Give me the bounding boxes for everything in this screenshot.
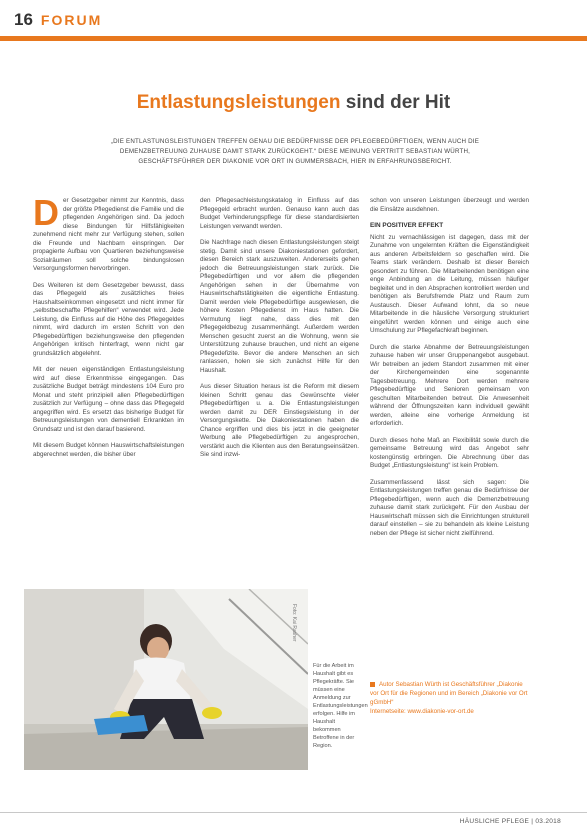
- author-website[interactable]: Internetseite: www.diakonie-vor-ort.de: [370, 708, 474, 715]
- photo-credit: Foto: Kai Rasher: [291, 604, 297, 642]
- article-column-3: [370, 197, 529, 546]
- paragraph: den Pflegesachleistungskatalog in Einfluss auf das Pflegegeld erbracht wurden. Genauso kann auch das Budget Verhinderungspflege für diese standardisierten Leistungen verwandt werden.: [200, 197, 359, 230]
- page-number: 16: [14, 10, 33, 29]
- article-intro: „DIE ENTLASTUNGSLEISTUNGEN TREFFEN GENAU DIE BEDÜRFNISSE DER PFLEGEBEDÜRFTIGEN, WENN AUCH DIE DEMENZBETREUUNG ZUHAUSE DAMIT STARK ZURÜCKGEHT.“ DIESE MEINUNG VERTRITT SEBASTIAN WÜRTH, GESCHÄFTSFÜHRER DER DIAKONIE VOR ORT IN GUMMERSBACH, HIER IN ERFAHRUNGSBERICHT.: [110, 138, 480, 165]
- paragraph: Des Weiteren ist dem Gesetzgeber bewusst, dass das Pflegegeld als zusätzliches freies Haushaltseinkommen eingesetzt und nicht immer für „selbstbeschaffte Pflegehilfen“ verwendet wird. Jede Leistung, die Einfluss auf die Höhe des Pflegegeldes nimmt, wird dadurch im ersten Schritt von den Pflegebedürftigen beziehungsweise den pflegenden Angehörigen kritisch hinterfragt, wenn nicht gar grundsätzlich abgelehnt.: [33, 281, 184, 357]
- paragraph: schon von unseren Leistungen überzeugt und werden die Einsätze ausdehnen.: [370, 197, 529, 213]
- author-note: [370, 680, 532, 716]
- article-title: [0, 92, 587, 114]
- footer-rule: [0, 812, 587, 813]
- paragraph: Aus dieser Situation heraus ist die Reform mit diesem kleinen Schritt genau das Gewünschte vieler Pflegebedürftigen u. a. Die Entlastungsleistungen werden damit zu DER Einstiegsleistung in der Versorgungskette. Die Diakoniestationen haben die Chance ergriffen und dies bis jetzt in die geeigneter Werbung alle Pflegebedürftigen zu angesprochen, verstärkt auch die Klienten aus den Beratungseinsätzen. Sie sind inzwi-: [200, 383, 359, 458]
- section-label: FORUM: [40, 12, 103, 28]
- paragraph: Durch die starke Abnahme der Betreuungsleistungen zuhause haben wir unser Gruppenangebot ausgebaut. Wir betreiben an jedem Standort zusammen mit einer der Kirchengemeinden eine sogenannte Tagesbetreuung. Mehrere Dort werden mehrere Pflegebedürftige und Senioren gemeinsam von geschulten Mitarbeitenden betreut. Die Anwesenheit während der Öffnungszeiten kann individuell gewählt werden, alleine eine vorherige Anmeldung ist erforderlich.: [370, 343, 529, 427]
- paragraph: Durch dieses hohe Maß an Flexibilität sowie durch die gemeinsame Betreuung wird das Angebot sehr kostengünstig erbringen. Die Abrechnung über das Budget „Entlastungsleistung“ ist kein Problem.: [370, 436, 529, 469]
- title-rest: sind der Hit: [345, 92, 451, 113]
- photo-illustration: [24, 589, 308, 770]
- cleaning-photo: [24, 589, 308, 770]
- page-header: [14, 8, 102, 32]
- header-rule: [0, 36, 587, 41]
- paragraph: Zusammenfassend lässt sich sagen: Die Entlastungsleistungen treffen genau die Bedürfnisse der Pflegebedürftigen, wenn auch die Demenzbetreuung zuhause damit stark zurückgeht. Für den Ausbau der Hauswirtschaft müssen sich die Einrichtungen strukturell darauf einstellen – sie zu behandeln als kleine Leistung neben der Pflege ist sicher nicht zielführend.: [370, 478, 529, 537]
- note-marker-icon: [370, 682, 375, 687]
- drop-cap: D: [33, 192, 59, 233]
- subheading: EIN POSITIVER EFFEKT: [370, 222, 444, 229]
- title-highlight: Entlastungsleistungen: [136, 92, 341, 113]
- article-column-1: [33, 192, 184, 467]
- paragraph: Nicht zu vernachlässigen ist dagegen, dass mit der Zunahme von ungelernten Kräften die Eigenständigkeit aus anderen Arbeitsfeldern so geschaffen wird. Die Teams stark verändern. Deshalb ist dieser Bereich gesondert zu führen. Die Mitarbeitenden benötigen eine enge Anbindung an die Leitung, müssen häufiger begleitet und in den Absprachen kontrolliert werden und benötigen als Berufsfremde Platz und Raum zum Austausch. Dieser Aufwand lohnt, da so neue Mitarbeitende in die häusliche Versorgung strukturiert eingeführt werden können und einige auch eine Umschulung zur Pflegefachkraft beginnen.: [370, 233, 529, 334]
- paragraph: Mit der neuen eigenständigen Entlastungsleistung wird auf diese Erkenntnisse eingegangen. Das zusätzliche Budget beträgt mindestens 104 Euro pro Monat und steht prinzipiell allen Pflegebedürftigen zusätzlich zur Verfügung – ohne dass das Pflegegeld angegriffen wird. Es ersetzt das bisherige Budget für Betreuungsleistungen von dementiell Erkrankten im Grundsatz und ist den darauf basierend.: [33, 366, 184, 433]
- article-column-2: [200, 197, 359, 468]
- author-note-text: Autor Sebastian Würth ist Geschäftsführer „Diakonie vor Ort für die Regionen und im Bereich „Diakonie vor Ort gGmbH“: [370, 681, 528, 706]
- page-footer: HÄUSLICHE PFLEGE | 03.2018: [459, 818, 561, 825]
- paragraph: Der Gesetzgeber nimmt zur Kenntnis, dass der größte Pflegedienst die Familie und die pflegenden Angehörigen sind. Da jedoch diese Bindungen für Hilfsfähigkeiten zunehmend nicht mehr zur Verfügung stehen, sollen die Freunde und Nachbarn einspringen. Der propagierte Aufbau von Quartieren beziehungsweise Sozialräumen soll solche bindungslosen Versorgungsformen hervorbringen.: [33, 192, 184, 272]
- paragraph: Mit diesem Budget können Hauswirtschaftsleistungen abgerechnet werden, die bisher über: [33, 442, 184, 458]
- paragraph: Die Nachfrage nach diesen Entlastungsleistungen steigt stetig. Damit sind unsere Diakoniestationen gefordert, diesen Bereich stark auszuweiten. Andererseits gehen jedoch die Betreuungsleistungen stark zurück. Die Pflegebedürftigen und vor allem die pflegenden Angehörigen sehen in der Übernahme von Hauswirtschaftstätigkeiten die eigentliche Entlastung. Damit werden viele Pflegebedürftige ausgewiesen, die höhere Kosten Pflegedienst im Haus hatten. Die Vermutung liegt nahe, dass dies mit den Pflegegeldbezug zusammenhängt. Außerdem werden Menschen gesucht zuerst an die Wohnung, wenn sie Unterstützung zuhause brauchen, und nicht an eigene Pflegedefizite. Bevor die andere Menschen an sich ranlassen, holen sie sich zunächst Hilfe für den Haushalt.: [200, 239, 359, 374]
- photo-caption: Für die Arbeit im Haushalt gibt es Pflegekräfte. Sie müssen eine Anmeldung zur Entlastungsleistungen erfolgen. Hilfe im Haushalt bekommen Betroffene in der Region.: [313, 663, 368, 749]
